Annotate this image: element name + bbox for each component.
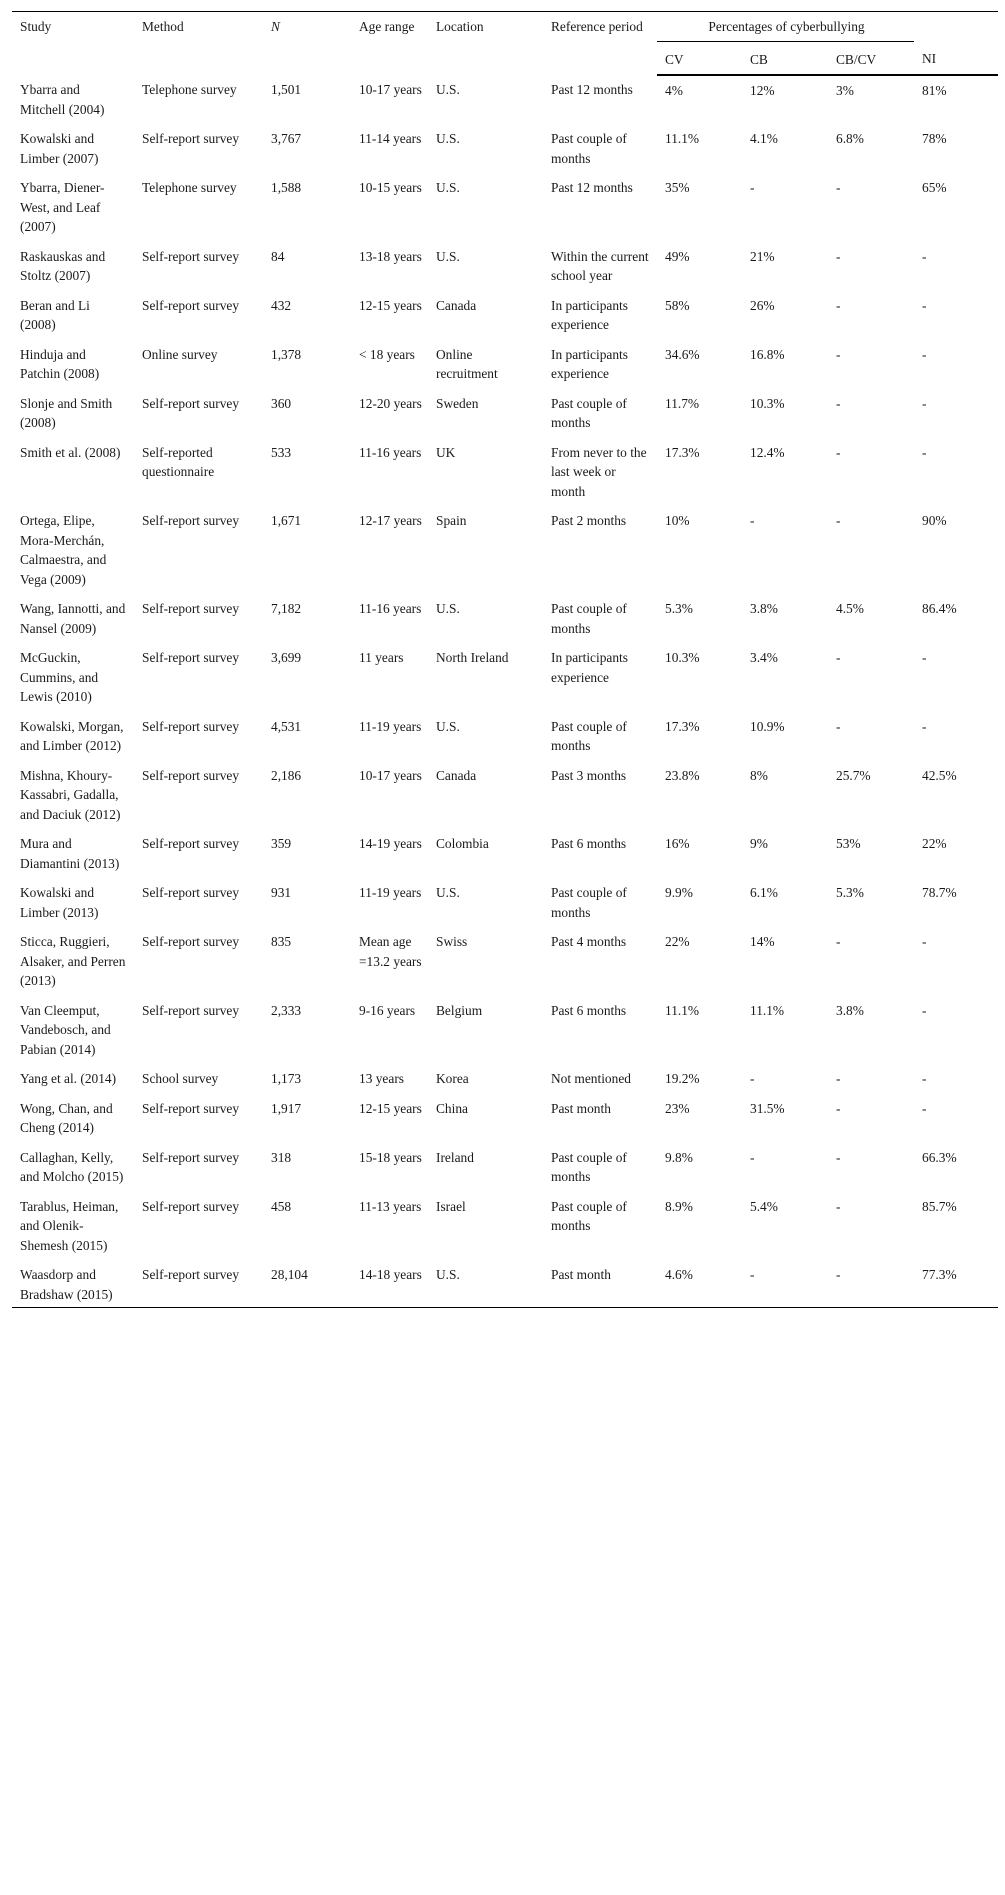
- cell-n: 1,671: [271, 513, 302, 528]
- table-row: [12, 506, 998, 594]
- table-row: [12, 1260, 998, 1308]
- cell-ni: 86.4%: [922, 601, 957, 616]
- cell-cb-cv: -: [836, 297, 841, 313]
- cell-ni: 78.7%: [922, 885, 957, 900]
- cell-reference-period: Past couple of months: [551, 718, 627, 753]
- cell-n: 1,588: [271, 180, 302, 195]
- cell-cb: 16.8%: [750, 346, 785, 362]
- cell-cb-cv: -: [836, 1071, 841, 1086]
- table-row: [12, 124, 998, 173]
- cell-age-range: 13 years: [359, 1071, 404, 1086]
- cell-n: 1,173: [271, 1071, 302, 1086]
- cell-cb-cv: 6.8%: [836, 131, 864, 146]
- cell-age-range: 11-14 years: [359, 131, 422, 146]
- cell-ni: -: [922, 1071, 927, 1086]
- cell-study: Kowalski and Limber (2013): [20, 885, 99, 920]
- cell-study: Tarablus, Heiman, and Olenik-Shemesh (2015): [20, 1198, 119, 1253]
- cell-method: Self-report survey: [142, 1198, 240, 1214]
- cell-cb-cv: -: [836, 1198, 841, 1214]
- cell-cv: 9.9%: [665, 885, 693, 900]
- cell-reference-period: From never to the last week or month: [551, 444, 647, 499]
- cell-method: Self-report survey: [142, 718, 240, 734]
- cell-age-range: 12-17 years: [359, 513, 422, 528]
- cell-reference-period: Past 12 months: [551, 82, 633, 97]
- cell-n: 1,378: [271, 346, 302, 362]
- cell-cb-cv: 3.8%: [836, 1002, 864, 1018]
- cell-cb-cv: -: [836, 1149, 841, 1165]
- header-location: Location: [428, 12, 543, 76]
- cell-method: Self-report survey: [142, 513, 240, 528]
- cell-age-range: 14-18 years: [351, 1260, 428, 1308]
- cell-cv: 5.3%: [665, 601, 693, 616]
- cell-cb: 5.4%: [750, 1198, 778, 1214]
- cell-cv: 23%: [665, 1100, 690, 1116]
- header-method: Method: [134, 12, 263, 76]
- cell-cb: -: [750, 513, 755, 528]
- cell-method: Self-report survey: [142, 297, 240, 313]
- cell-age-range: 11-13 years: [359, 1198, 422, 1214]
- cell-cb: 14%: [750, 934, 775, 949]
- cell-cb: 11.1%: [750, 1002, 785, 1018]
- cell-study: Ybarra, Diener-West, and Leaf (2007): [20, 180, 105, 234]
- cell-n: 3,699: [271, 650, 302, 665]
- table-row: [12, 75, 998, 124]
- cell-ni: 77.3%: [914, 1260, 998, 1308]
- cell-location: U.S.: [436, 82, 460, 97]
- cell-location: Ireland: [436, 1149, 474, 1165]
- cell-cv: 4%: [665, 83, 683, 98]
- cell-cb-cv: 25.7%: [836, 767, 871, 783]
- cell-ni: -: [922, 1100, 927, 1116]
- cell-study: Mura and Diamantini (2013): [20, 836, 120, 871]
- cell-location: Sweden: [436, 395, 479, 411]
- cell-n: 835: [271, 934, 292, 949]
- cell-method: Telephone survey: [142, 180, 237, 195]
- cell-study: Kowalski, Morgan, and Limber (2012): [20, 718, 124, 753]
- cyberbullying-studies-table: [12, 11, 998, 1308]
- cell-age-range: 10-15 years: [359, 180, 422, 195]
- header-reference-period: Reference period: [543, 12, 657, 76]
- cell-cb: 3.8%: [750, 601, 778, 616]
- cell-cb-cv: -: [836, 934, 841, 949]
- cell-study: Smith et al. (2008): [20, 444, 121, 460]
- cell-n: 318: [271, 1149, 292, 1165]
- cell-method: Self-report survey: [142, 650, 240, 665]
- cell-location: Online recruitment: [436, 346, 498, 381]
- cell-cb: 9%: [750, 836, 768, 851]
- cell-cb: 4.1%: [750, 131, 778, 146]
- cell-n: 3,767: [271, 131, 302, 146]
- cell-n: 4,531: [271, 718, 302, 734]
- cell-age-range: 9-16 years: [359, 1002, 416, 1018]
- cell-method: Self-report survey: [142, 836, 240, 851]
- cell-cv: 11.7%: [665, 395, 700, 411]
- cell-ni: -: [922, 718, 927, 734]
- cell-reference-period: Not mentioned: [551, 1071, 631, 1086]
- cell-cv: 9.8%: [665, 1149, 693, 1165]
- cell-cv: 17.3%: [665, 444, 700, 460]
- cell-method: Self-report survey: [142, 885, 240, 900]
- cell-age-range: Mean age =13.2 years: [359, 934, 422, 969]
- cell-n: 2,333: [271, 1002, 302, 1018]
- header-cb: CB: [742, 41, 828, 75]
- table-row: [12, 996, 998, 1065]
- cell-ni: 22%: [922, 836, 947, 851]
- header-cv: CV: [657, 41, 742, 75]
- cell-ni: -: [922, 346, 927, 362]
- cell-method: Self-report survey: [142, 395, 240, 411]
- cell-reference-period: Past couple of months: [551, 601, 627, 636]
- cell-cb-cv: -: [836, 395, 841, 411]
- cell-study: Beran and Li (2008): [20, 297, 90, 332]
- cell-method: Online survey: [142, 346, 218, 362]
- cell-cv: 8.9%: [665, 1198, 693, 1214]
- cell-cb-cv: -: [836, 1100, 841, 1116]
- cell-n: 28,104: [263, 1260, 351, 1308]
- cell-n: 931: [271, 885, 292, 900]
- cell-method: Self-report survey: [142, 1002, 240, 1018]
- cell-cb-cv: 3%: [836, 83, 854, 98]
- cell-cb-cv: -: [836, 513, 841, 528]
- table-row: [12, 1094, 998, 1143]
- cell-location: China: [436, 1100, 468, 1116]
- cell-location: Spain: [436, 513, 467, 528]
- cell-location: U.S.: [436, 180, 460, 195]
- cell-cv: 22%: [665, 934, 690, 949]
- cell-reference-period: Past couple of months: [551, 1198, 627, 1233]
- cell-cb-cv: -: [836, 180, 841, 195]
- cell-n: 458: [271, 1198, 292, 1214]
- cell-cv: 49%: [665, 248, 690, 264]
- cell-n: 2,186: [271, 767, 302, 783]
- cell-reference-period: Past month: [551, 1100, 611, 1116]
- cyberbullying-studies-table-wrapper: [12, 11, 998, 1308]
- cell-n: 1,917: [271, 1100, 302, 1116]
- cell-cb: 12%: [750, 83, 775, 98]
- cell-cv: 16%: [665, 836, 690, 851]
- cell-n: 360: [271, 395, 292, 411]
- cell-reference-period: Past couple of months: [551, 131, 627, 166]
- cell-age-range: 15-18 years: [359, 1149, 422, 1165]
- table-row: [12, 878, 998, 927]
- header-cb-cv: CB/CV: [828, 41, 914, 75]
- cell-cv: 10%: [665, 513, 690, 528]
- cell-ni: 81%: [922, 83, 947, 98]
- cell-n: 84: [271, 248, 285, 264]
- cell-ni: 65%: [922, 180, 947, 195]
- cell-cv: 23.8%: [665, 767, 700, 783]
- cell-ni: 66.3%: [922, 1149, 957, 1165]
- cell-study: Callaghan, Kelly, and Molcho (2015): [20, 1149, 124, 1184]
- cell-cv: 35%: [665, 180, 690, 195]
- cell-cv: 11.1%: [665, 131, 700, 146]
- cell-age-range: < 18 years: [359, 346, 415, 362]
- cell-method: Self-report survey: [142, 934, 240, 949]
- header-n: N: [263, 12, 351, 76]
- cell-cb-cv: 4.5%: [836, 601, 864, 616]
- cell-method: Self-report survey: [142, 248, 240, 264]
- table-row: [12, 829, 998, 878]
- cell-study: Kowalski and Limber (2007): [20, 131, 99, 166]
- table-row: [12, 1064, 998, 1094]
- cell-location: Canada: [436, 297, 477, 313]
- cell-cv: 10.3%: [665, 650, 700, 665]
- cell-ni: -: [922, 395, 927, 411]
- cell-study: Ybarra and Mitchell (2004): [20, 82, 105, 117]
- cell-location: U.S.: [436, 601, 460, 616]
- cell-reference-period: Past couple of months: [551, 885, 627, 920]
- cell-method: Self-report survey: [142, 1149, 240, 1165]
- cell-cv: 58%: [665, 297, 690, 313]
- cell-location: Belgium: [436, 1002, 483, 1018]
- table-row: [12, 340, 998, 389]
- cell-n: 432: [271, 297, 292, 313]
- cell-study: Yang et al. (2014): [20, 1071, 117, 1086]
- cell-reference-period: Within the current school year: [551, 248, 649, 283]
- cell-n: 359: [271, 836, 292, 851]
- header-ni: NI: [914, 41, 998, 75]
- table-body: [12, 75, 998, 1308]
- cell-age-range: 14-19 years: [359, 836, 422, 851]
- cell-ni: -: [922, 297, 927, 313]
- cell-method: Self-report survey: [142, 767, 240, 783]
- cell-ni: -: [922, 934, 927, 949]
- table-row: [12, 1143, 998, 1192]
- cell-ni: -: [922, 650, 927, 665]
- cell-cb-cv: 5.3%: [836, 885, 864, 900]
- cell-cb: -: [750, 1149, 755, 1165]
- table-row: [12, 761, 998, 830]
- table-row: [12, 1192, 998, 1261]
- cell-cv: 11.1%: [665, 1002, 700, 1018]
- cell-reference-period: Past 6 months: [551, 836, 627, 851]
- cell-ni: -: [922, 1002, 927, 1018]
- cell-cv: 4.6%: [657, 1260, 742, 1308]
- cell-method: Self-reported questionnaire: [142, 444, 215, 479]
- cell-location: U.S.: [436, 131, 460, 146]
- cell-reference-period: Past couple of months: [551, 1149, 627, 1184]
- cell-reference-period: Past month: [543, 1260, 657, 1308]
- cell-cb: -: [750, 1071, 755, 1086]
- cell-method: School survey: [142, 1071, 219, 1086]
- cell-reference-period: In participants experience: [551, 297, 628, 332]
- cell-reference-period: Past couple of months: [551, 395, 627, 430]
- cell-reference-period: Past 4 months: [551, 934, 627, 949]
- cell-location: Canada: [436, 767, 477, 783]
- header-study: Study: [12, 12, 134, 76]
- table-row: [12, 712, 998, 761]
- cell-reference-period: Past 3 months: [551, 767, 627, 783]
- cell-reference-period: Past 6 months: [551, 1002, 627, 1018]
- cell-method: Self-report survey: [142, 601, 240, 616]
- cell-age-range: 12-15 years: [359, 297, 422, 313]
- cell-study: Wong, Chan, and Cheng (2014): [20, 1100, 113, 1135]
- cell-age-range: 13-18 years: [359, 248, 422, 264]
- table-row: [12, 643, 998, 712]
- cell-method: Telephone survey: [142, 82, 237, 97]
- cell-cb: 8%: [750, 767, 768, 783]
- cell-method: Self-report survey: [134, 1260, 263, 1308]
- cell-ni: 42.5%: [922, 767, 957, 783]
- cell-location: UK: [436, 444, 456, 460]
- cell-n: 1,501: [271, 82, 302, 97]
- cell-cv: 19.2%: [665, 1071, 700, 1086]
- table-row: [12, 173, 998, 242]
- table-row: [12, 438, 998, 507]
- cell-cb: 12.4%: [750, 444, 785, 460]
- cell-location: Korea: [436, 1071, 469, 1086]
- header-blank: [914, 12, 998, 42]
- cell-cb: -: [750, 180, 755, 195]
- cell-cb-cv: -: [836, 650, 841, 665]
- cell-ni: 90%: [922, 513, 947, 528]
- cell-age-range: 11-16 years: [359, 601, 422, 616]
- cell-location: U.S.: [428, 1260, 543, 1308]
- cell-age-range: 11 years: [359, 650, 404, 665]
- cell-age-range: 10-17 years: [359, 767, 422, 783]
- cell-method: Self-report survey: [142, 1100, 240, 1116]
- cell-cv: 17.3%: [665, 718, 700, 734]
- cell-study: Wang, Iannotti, and Nansel (2009): [20, 601, 126, 636]
- cell-reference-period: Past 12 months: [551, 180, 633, 195]
- table-row: [12, 242, 998, 291]
- header-age-range: Age range: [351, 12, 428, 76]
- cell-cb-cv: -: [836, 346, 841, 362]
- header-percentages-group: Percentages of cyberbullying: [657, 12, 914, 42]
- table-header: [12, 12, 998, 76]
- cell-study: Van Cleemput, Vandebosch, and Pabian (2014): [20, 1002, 111, 1057]
- cell-cb-cv: -: [836, 718, 841, 734]
- cell-cb: 6.1%: [750, 885, 778, 900]
- table-row: [12, 291, 998, 340]
- cell-study: Raskauskas and Stoltz (2007): [20, 248, 106, 283]
- cell-cb-cv: -: [836, 444, 841, 460]
- cell-n: 533: [271, 444, 292, 460]
- cell-reference-period: In participants experience: [551, 346, 628, 381]
- cell-method: Self-report survey: [142, 131, 240, 146]
- cell-cb: 10.3%: [750, 395, 785, 411]
- cell-cv: 34.6%: [665, 346, 700, 362]
- cell-ni: 78%: [922, 131, 947, 146]
- cell-location: Colombia: [436, 836, 489, 851]
- cell-study: Sticca, Ruggieri, Alsaker, and Perren (2013): [20, 934, 126, 988]
- cell-cb-cv: 53%: [836, 836, 861, 851]
- cell-age-range: 11-19 years: [359, 885, 422, 900]
- cell-study: Slonje and Smith (2008): [20, 395, 113, 430]
- table-row: [12, 594, 998, 643]
- cell-location: U.S.: [436, 885, 460, 900]
- cell-location: U.S.: [436, 718, 460, 734]
- cell-cb-cv: -: [836, 248, 841, 264]
- cell-study: Hinduja and Patchin (2008): [20, 346, 100, 381]
- cell-cb: -: [742, 1260, 828, 1308]
- cell-cb: 26%: [750, 297, 775, 313]
- cell-study: McGuckin, Cummins, and Lewis (2010): [20, 650, 99, 704]
- cell-cb: 31.5%: [750, 1100, 785, 1116]
- cell-location: North Ireland: [436, 650, 509, 665]
- cell-reference-period: In participants experience: [551, 650, 628, 685]
- cell-age-range: 12-20 years: [359, 395, 422, 411]
- cell-n: 7,182: [271, 601, 302, 616]
- cell-ni: -: [922, 248, 927, 264]
- cell-ni: 85.7%: [922, 1198, 957, 1214]
- cell-reference-period: Past 2 months: [551, 513, 627, 528]
- cell-location: Israel: [436, 1198, 466, 1214]
- cell-age-range: 12-15 years: [359, 1100, 422, 1116]
- cell-age-range: 11-19 years: [359, 718, 422, 734]
- cell-location: Swiss: [436, 934, 468, 949]
- cell-cb: 3.4%: [750, 650, 778, 665]
- cell-age-range: 11-16 years: [359, 444, 422, 460]
- table-row: [12, 927, 998, 996]
- cell-ni: -: [922, 444, 927, 460]
- cell-study: Ortega, Elipe, Mora-Merchán, Calmaestra, and Vega (2009): [20, 513, 107, 587]
- cell-study: Mishna, Khoury-Kassabri, Gadalla, and Daciuk (2012): [20, 767, 121, 822]
- cell-cb: 21%: [750, 248, 775, 264]
- cell-cb-cv: -: [828, 1260, 914, 1308]
- cell-study: Waasdorp and Bradshaw (2015): [12, 1260, 134, 1308]
- cell-cb: 10.9%: [750, 718, 785, 734]
- cell-age-range: 10-17 years: [359, 82, 422, 97]
- cell-location: U.S.: [436, 248, 460, 264]
- table-row: [12, 389, 998, 438]
